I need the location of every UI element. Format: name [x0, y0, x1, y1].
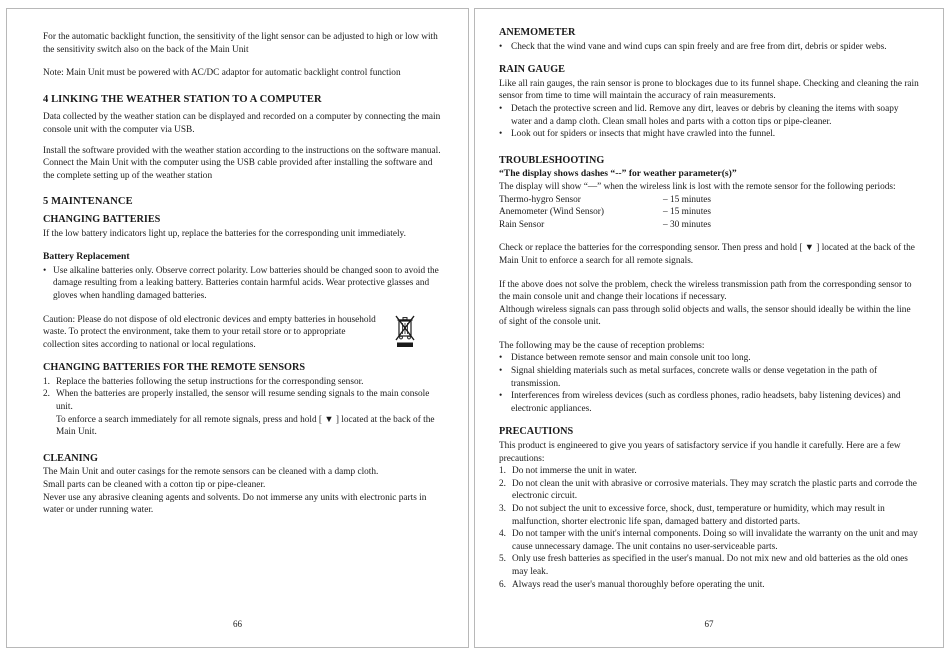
list-text: Only use fresh batteries as specified in the user's manual. Do not mix new and old batteries as the old ones may leak.: [512, 554, 908, 577]
list-text: Do not tamper with the unit's internal components. Doing so will invalidate the warranty on the unit and may cause unnecessary damage. The unit contains no user-serviceable parts.: [512, 529, 918, 552]
battery-replacement-list: [43, 265, 446, 303]
list-item: • Interferences from wireless devices (such as cordless phones, radio headsets, baby listening devices) and electronic appliances.: [499, 390, 919, 415]
list-text: Do not immerse the unit in water.: [512, 466, 637, 477]
crossed-out-bin-icon: [394, 314, 416, 348]
list-text: Always read the user's manual thoroughly before operating the unit.: [512, 579, 765, 590]
list-item: • Use alkaline batteries only. Observe correct polarity. Low batteries should be changed soon to avoid the damage resulting from a leaking battery. Batteries contain harmful acids. Wear protective glasses and gloves when handling damaged batteries.: [43, 265, 446, 303]
rain-gauge-title: RAIN GAUGE: [499, 64, 565, 76]
precautions-intro: This product is engineered to give you years of satisfactory service if you handle it carefully. Here are a few precautions:: [499, 441, 901, 464]
timeout-periods: [499, 194, 919, 232]
backlight-sensitivity-paragraph: For the automatic backlight function, the sensitivity of the light sensor can be adjusted to high or low with the sensitivity switch also on the back of the Main Unit: [43, 32, 438, 55]
list-text: Do not clean the unit with abrasive or corrosive materials. They may scratch the plastic parts and corrode the electronic circuit.: [512, 478, 917, 502]
list-item: [499, 478, 919, 503]
page-number-left: 66: [233, 619, 242, 629]
cleaning-paragraph-2: Small parts can be cleaned with a cotton tip or pipe-cleaner.: [43, 480, 266, 491]
adaptor-note: Note: Main Unit must be powered with AC/DC adaptor for automatic backlight control function: [43, 68, 401, 79]
connect-main-unit-paragraph: Connect the Main Unit with the computer using the USB cable provided after installing the software and the complete setting up of the weather station: [43, 158, 433, 181]
cleaning-paragraph-3: Never use any abrasive cleaning agents and solvents. Do not immerse any units with electronic parts in water or under running water.: [43, 492, 427, 516]
list-item: [499, 579, 919, 592]
period-row: [499, 206, 919, 219]
replace-batteries-paragraph: Check or replace the batteries for the corresponding sensor. Then press and hold [ ▼ ] located at the back of the Main Unit to enforce a search for all remote signals.: [499, 243, 915, 266]
troubleshooting-title: TROUBLESHOOTING: [499, 154, 605, 166]
period-label: Rain Sensor: [499, 219, 545, 230]
list-number: 1.: [499, 466, 506, 477]
reception-causes-list: [499, 352, 919, 415]
low-battery-paragraph: If the low battery indicators light up, replace the batteries for the corresponding unit immediately.: [43, 228, 406, 239]
remote-sensors-batteries-title: CHANGING BATTERIES FOR THE REMOTE SENSORS: [43, 362, 306, 374]
list-text: When the batteries are properly installed, the sensor will resume sending signals to the main console unit.: [56, 389, 430, 413]
right-page-content: [499, 27, 919, 591]
list-number: 1.: [43, 376, 50, 387]
left-page: [6, 8, 469, 648]
list-item: • Detach the protective screen and lid. Remove any dirt, leaves or debris by cleaning the items with soapy water and a damp cloth. Clean small holes and parts with a cotton tips or pipe-cleaner.: [499, 103, 919, 128]
list-item: • Distance between remote sensor and main console unit too long.: [499, 352, 919, 365]
precautions-list: [499, 465, 919, 591]
section-4-title: 4 LINKING THE WEATHER STATION TO A COMPUTER: [43, 93, 322, 105]
usb-paragraph: Data collected by the weather station can be displayed and recorded on a computer by connecting the main console unit with the computer via USB.: [43, 112, 441, 135]
list-text: Do not subject the unit to excessive force, shock, dust, temperature or humidity, which may result in malfunction, shorter electronic life span, damaged battery and distorted parts.: [512, 504, 885, 527]
transmission-path-paragraph: If the above does not solve the problem, check the wireless transmission path from the corresponding sensor to the main console unit and change their locations if necessary.: [499, 279, 912, 303]
list-item: [43, 376, 446, 389]
list-number: 5.: [499, 554, 506, 565]
list-item: [499, 503, 919, 528]
list-number: 6.: [499, 579, 506, 590]
enforce-search-paragraph: To enforce a search immediately for all remote signals, press and hold [ ▼ ] located at the back of the Main Unit.: [56, 414, 435, 438]
period-label: Thermo-hygro Sensor: [499, 194, 581, 205]
install-software-paragraph: Install the software provided with the weather station according to the instructions on the software manual.: [43, 145, 441, 156]
cleaning-title: CLEANING: [43, 452, 98, 464]
dashes-subtitle: “The display shows dashes “--” for weather parameter(s)”: [499, 168, 737, 180]
list-item: [499, 465, 919, 478]
period-value: – 30 minutes: [663, 219, 712, 230]
anemometer-list: [499, 41, 919, 54]
period-value: – 15 minutes: [663, 207, 712, 218]
page-number-right: 67: [704, 619, 714, 629]
anemometer-title: ANEMOMETER: [499, 27, 576, 38]
list-number: 4.: [499, 529, 506, 540]
list-item: [43, 388, 446, 438]
period-label: Anemometer (Wind Sensor): [499, 207, 604, 218]
period-row: [499, 194, 919, 207]
list-item: • Look out for spiders or insects that might have crawled into the funnel.: [499, 128, 919, 141]
list-text: Replace the batteries following the setup instructions for the corresponding sensor.: [56, 376, 364, 387]
reception-causes-intro: The following may be the cause of reception problems:: [499, 340, 705, 351]
list-number: 2.: [499, 478, 506, 489]
period-value: – 15 minutes: [663, 194, 712, 205]
right-page: [474, 8, 944, 648]
remote-batteries-list: [43, 376, 446, 439]
line-of-sight-paragraph: Although wireless signals can pass through solid objects and walls, the sensor should ideally be within the line of sight of the console unit.: [499, 304, 911, 328]
rain-gauge-list: [499, 103, 919, 141]
period-row: [499, 219, 919, 232]
list-number: 2.: [43, 389, 50, 400]
list-item: • Check that the wind vane and wind cups can spin freely and are free from dirt, debris or spider webs.: [499, 41, 919, 54]
wireless-lost-paragraph: The display will show “—” when the wireless link is lost with the remote sensor for the following periods:: [499, 181, 896, 192]
caution-block: [43, 314, 446, 352]
section-5-title: 5 MAINTENANCE: [43, 196, 133, 208]
list-item: • Signal shielding materials such as metal surfaces, concrete walls or dense vegetation in the path of transmission.: [499, 365, 919, 390]
cleaning-paragraph-1: The Main Unit and outer casings for the remote sensors can be cleaned with a damp cloth.: [43, 467, 379, 478]
rain-gauge-paragraph: Like all rain gauges, the rain sensor is prone to blockages due to its funnel shape. Checking and cleaning the rain sensor from time to time will maintain the accuracy of rain measurements.: [499, 78, 919, 102]
changing-batteries-title: CHANGING BATTERIES: [43, 213, 161, 225]
precautions-title: PRECAUTIONS: [499, 426, 574, 438]
left-page-content: [43, 31, 446, 517]
battery-replacement-title: Battery Replacement: [43, 251, 130, 263]
list-item: [499, 528, 919, 553]
caution-text: Caution: Please do not dispose of old electronic devices and empty batteries in household waste. To protect the environment, take them to your retail store or to appropriate collection sites according to national or local regulations.: [43, 314, 376, 350]
list-item: [499, 553, 919, 578]
list-number: 3.: [499, 504, 506, 514]
